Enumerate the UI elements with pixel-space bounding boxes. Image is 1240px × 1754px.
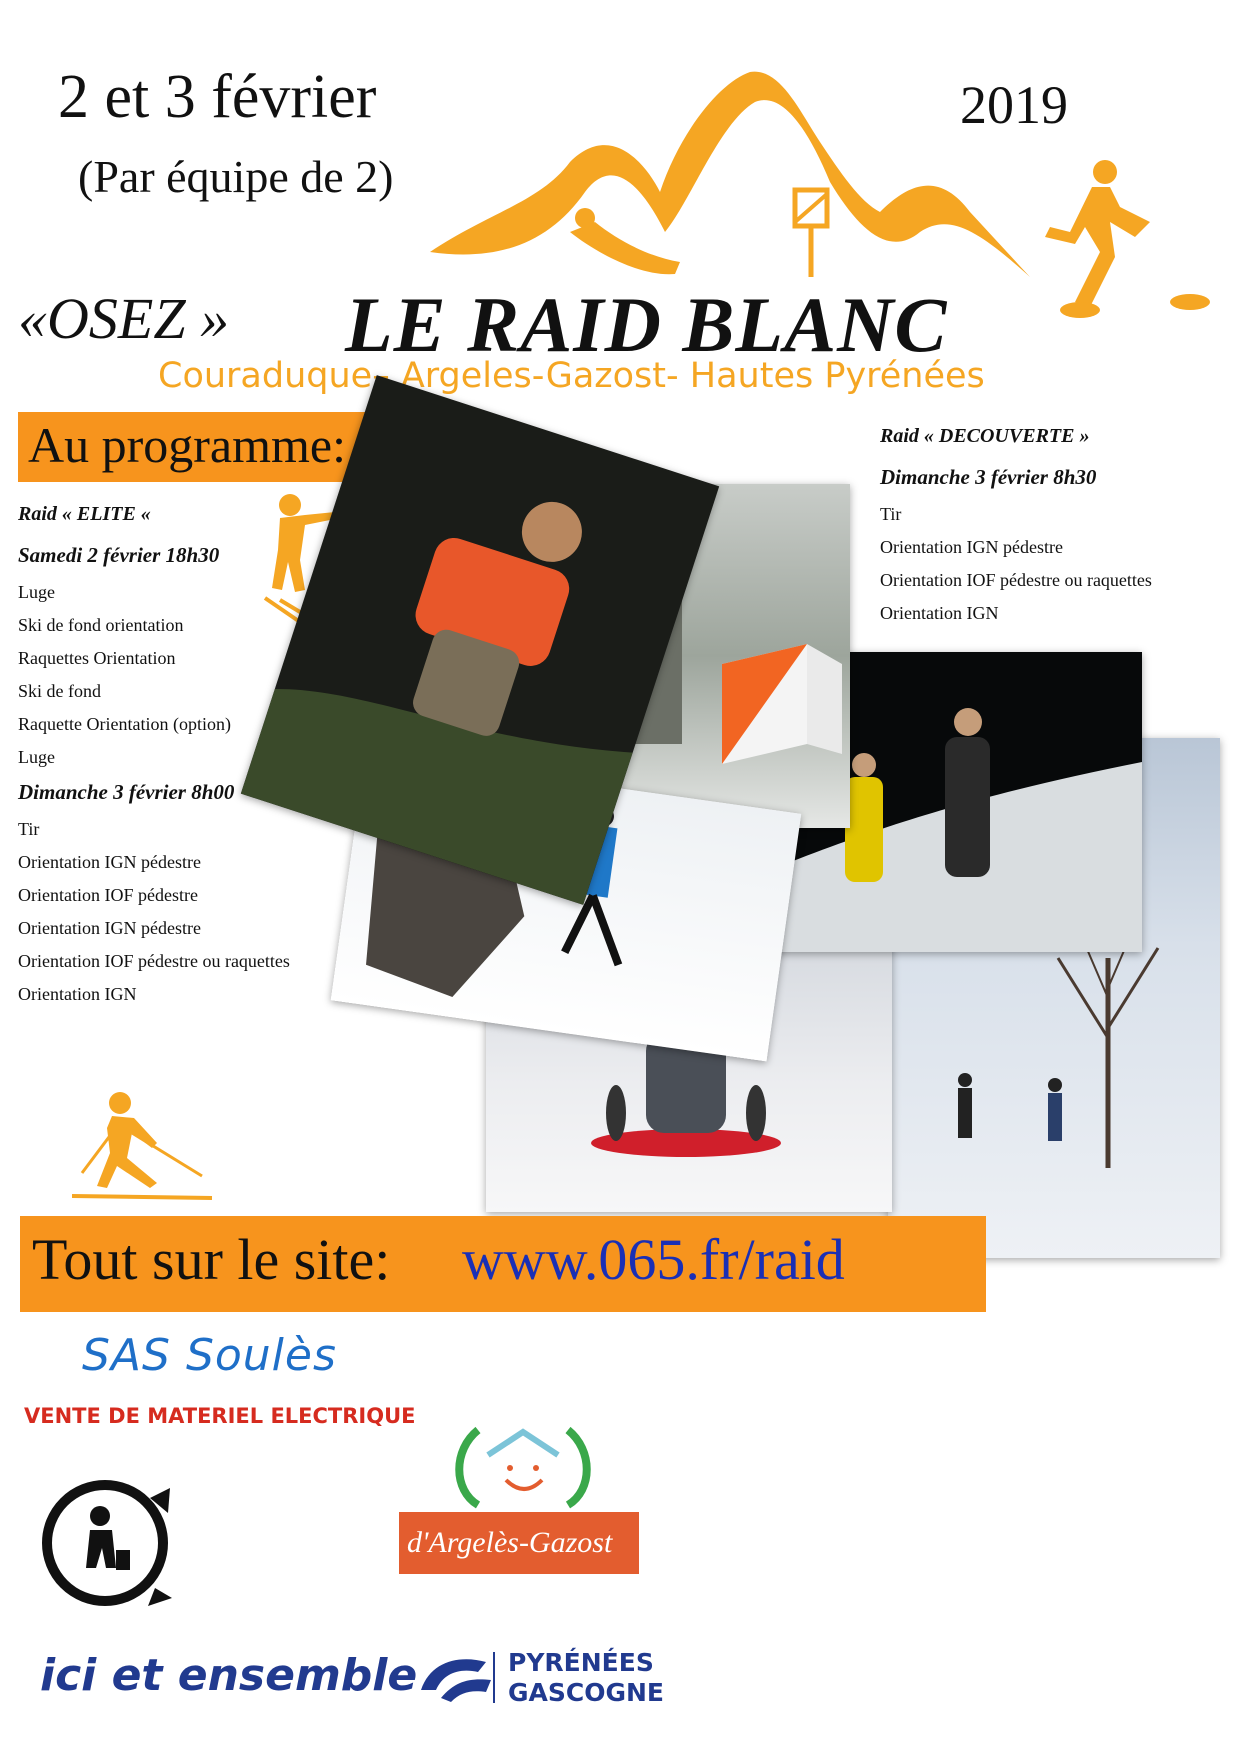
- site-label: Tout sur le site:: [32, 1227, 391, 1292]
- ski-icon: [72, 1088, 217, 1203]
- list-item: Raquettes Orientation: [18, 648, 176, 668]
- list-item: Orientation IGN pédestre: [18, 918, 201, 938]
- list-item: Orientation IOF pédestre ou raquettes: [880, 570, 1152, 590]
- list-item: Orientation IOF pédestre: [18, 885, 198, 905]
- sponsor-soules-logo: SAS Soulès: [82, 1330, 337, 1381]
- osez-label: «OSEZ »: [18, 286, 230, 351]
- sponsor-soules-tagline: VENTE DE MATERIEL ELECTRIQUE: [24, 1404, 416, 1428]
- argeles-logo-text: d'Argelès-Gazost: [407, 1526, 613, 1559]
- list-item: Orientation IGN pédestre: [18, 852, 201, 872]
- argeles-smile-icon: [448, 1420, 598, 1510]
- elite-title: Raid « ELITE «: [18, 503, 151, 525]
- event-year: 2019: [960, 75, 1068, 135]
- site-link[interactable]: www.065.fr/raid: [462, 1227, 845, 1292]
- list-item: Orientation IGN pédestre: [880, 537, 1063, 557]
- list-item: Raquette Orientation (option): [18, 714, 231, 734]
- decouverte-title: Raid « DECOUVERTE »: [880, 425, 1090, 447]
- list-item: Orientation IGN: [880, 603, 999, 623]
- decouverte-day: Dimanche 3 février 8h30: [880, 465, 1097, 489]
- argeles-logo-box: [399, 1512, 639, 1574]
- event-location: Couraduque– Argeles-Gazost- Hautes Pyrénées: [158, 356, 985, 396]
- ca-name-line1: PYRÉNÉES: [508, 1648, 654, 1677]
- list-item: Orientation IGN: [18, 984, 137, 1004]
- elite-day1: Samedi 2 février 18h30: [18, 543, 220, 567]
- list-item: Luge: [18, 747, 55, 767]
- list-item: Ski de fond orientation: [18, 615, 184, 635]
- list-item: Tir: [18, 819, 40, 839]
- ca-logo-icon: [416, 1650, 496, 1705]
- list-item: Tir: [880, 504, 902, 524]
- decouverte-schedule: [880, 420, 1230, 630]
- event-title: LE RAID BLANC: [345, 281, 948, 368]
- list-item: Ski de fond: [18, 681, 101, 701]
- list-item: Orientation IOF pédestre ou raquettes: [18, 951, 290, 971]
- event-dates: 2 et 3 février: [58, 63, 377, 131]
- team-format: (Par équipe de 2): [78, 151, 394, 202]
- ca-slogan: ici et ensemble: [40, 1650, 418, 1701]
- list-item: Luge: [18, 582, 55, 602]
- ca-name-line2: GASCOGNE: [508, 1678, 664, 1707]
- elite-day2: Dimanche 3 février 8h00: [18, 780, 235, 804]
- program-heading: Au programme:: [28, 417, 346, 473]
- recycle-logo-icon: [40, 1478, 175, 1608]
